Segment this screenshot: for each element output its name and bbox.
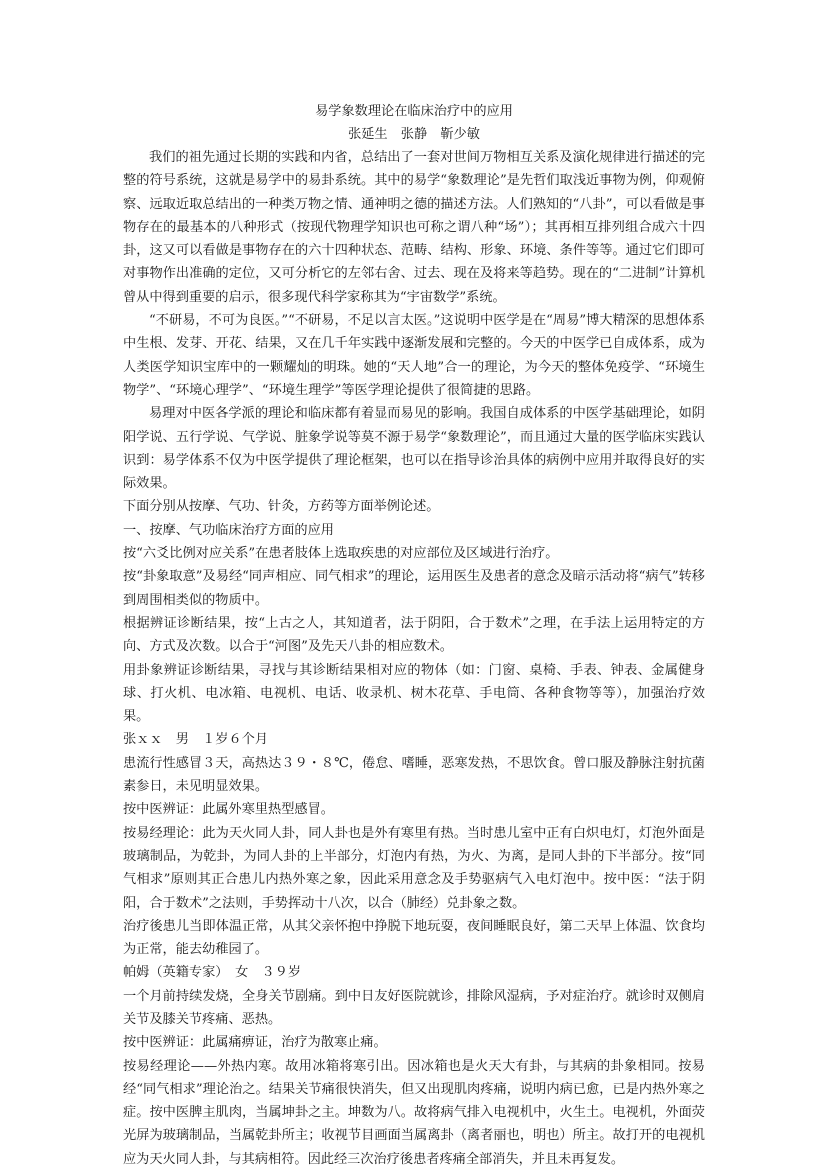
case-1-tcm: 按中医辨证：此属外寒里热型感冒。: [123, 802, 334, 818]
paragraph-method-2: 按“卦象取意”及易经“同声相应、同气相求”的理论，运用医生及患者的意念及暗示活动将“病气”转移到周围相类似的物质中。: [123, 569, 705, 608]
case-2-yijing: 按易经理论——外热内寒。故用冰箱将寒引出。因冰箱也是火天大有卦，与其病的卦象相同。按易经“同气相求”理论治之。结果关节痛很快消失，但又出现肌肉疼痛，说明内病已愈，已是内热外寒之症。按中医脾主肌肉，当属坤卦之主。坤数为八。故将病气排入电视机中，火生土。电视机，外面荧光屏为玻璃制品，当属乾卦所主；收视节目画面当属离卦（离者丽也，明也）所主。故打开的电视机应为天火同人卦，与其病相符。因此经三次治疗後患者疼痛全部消失，并且未再复发。: [123, 1058, 705, 1167]
case-1-header: 张ｘｘ 男 １岁６个月: [123, 732, 269, 748]
paragraph-method-4: 用卦象辨证诊断结果，寻找与其诊断结果相对应的物体（如：门窗、桌椅、手表、钟表、金属健身球、打火机、电冰箱、电视机、电话、收录机、树木花草、手电筒、各种食物等等），加强治疗效果。: [123, 662, 705, 725]
case-1-result: 治疗後患儿当即体温正常，从其父亲怀抱中挣脱下地玩耍，夜间睡眠良好，第二天早上体温、饮食均为正常，能去幼稚园了。: [123, 918, 705, 958]
case-2-symptoms: 一个月前持续发烧，全身关节剧痛。到中日友好医院就诊，排除风湿病，予对症治疗。就诊时双侧肩关节及膝关节疼痛、恶热。: [123, 988, 705, 1027]
case-1-symptoms: 患流行性感冒３天，高热达３９・８℃，倦怠、嗜睡，恶寒发热，不思饮食。曾口服及静脉注射抗菌素参日，未见明显效果。: [123, 755, 705, 795]
paragraph-overview: 下面分别从按摩、气功、针灸，方药等方面举例论述。: [123, 499, 440, 515]
paragraph-method-3: 根据辨证诊断结果，按“上古之人，其知道者，法于阴阳，合于数术”之理，在手法上运用特定的方向、方式及次数。以合于“河图”及先天八卦的相应数术。: [123, 615, 705, 655]
section-heading: 一、按摩、气功临床治疗方面的应用: [123, 522, 334, 538]
document-page: [123, 100, 705, 1171]
paragraph-yili: 易理对中医各学派的理论和临床都有着显而易见的影响。我国自成体系的中医学基础理论，如阴阳学说、五行学说、气学说、脏象学说等莫不源于易学“象数理论”，而且通过大量的医学临床实践认识到：易学体系不仅为中医学提供了理论框架，也可以在指导诊治具体的病例中应用并取得良好的实际效果。: [123, 406, 705, 492]
document-authors: 张延生 张静 靳少敏: [348, 127, 480, 142]
document-title: 易学象数理论在临床治疗中的应用: [315, 104, 513, 119]
paragraph-method-1: 按“六爻比例对应关系”在患者肢体上选取疾患的对应部位及区域进行治疗。: [123, 546, 559, 562]
case-1-yijing: 按易经理论：此为天火同人卦，同人卦也是外有寒里有热。当时患儿室中正有白炽电灯，灯泡外面是玻璃制品，为乾卦，为同人卦的上半部分，灯泡内有热，为火、为离，是同人卦的下半部分。按“同气相求”原则其正合患儿内热外寒之象，因此采用意念及手势驱病气入电灯泡中。按中医：“法于阴阳，合于数术”之法则，手势挥动十八次，以合（肺经）兑卦象之数。: [123, 825, 705, 911]
case-2-tcm: 按中医辨证：此属痛痹证，治疗为散寒止痛。: [123, 1035, 387, 1051]
case-2-header: 帕姆（英籍专家） 女 ３９岁: [123, 965, 302, 981]
paragraph-quote: “不研易，不可为良医。”“不研易，不足以言太医。”这说明中医学是在“周易”博大精深的思想体系中生根、发芽、开花、结果，又在几千年实践中逐渐发展和完整的。今天的中医学已自成体系，成为人类医学知识宝库中的一颗耀灿的明珠。她的“天人地”合一的理论，为今天的整体免疫学、“环境生物学”、“环境心理学”、“环境生理学”等医学理论提供了很简捷的思路。: [123, 313, 705, 398]
paragraph-intro: 我们的祖先通过长期的实践和内省，总结出了一套对世间万物相互关系及演化规律进行描述的完整的符号系统，这就是易学中的易卦系统。其中的易学“象数理论”是先哲们取浅近事物为例，仰观俯察、远取近取总结出的一种类万物之情、通神明之德的描述方法。人们熟知的“八卦”，可以看做是事物存在的最基本的八种形式（按现代物理学知识也可称之谓八种“场”）；其再相互排列组合成六十四卦，这又可以看做是事物存在的六十四种状态、范畴、结构、形象、环境、条件等等。通过它们即可对事物作出准确的定位，又可分析它的左邻右舍、过去、现在及将来等趋势。现在的“二进制”计算机曾从中得到重要的启示，很多现代科学家称其为“宇宙数学”系统。: [123, 150, 705, 305]
